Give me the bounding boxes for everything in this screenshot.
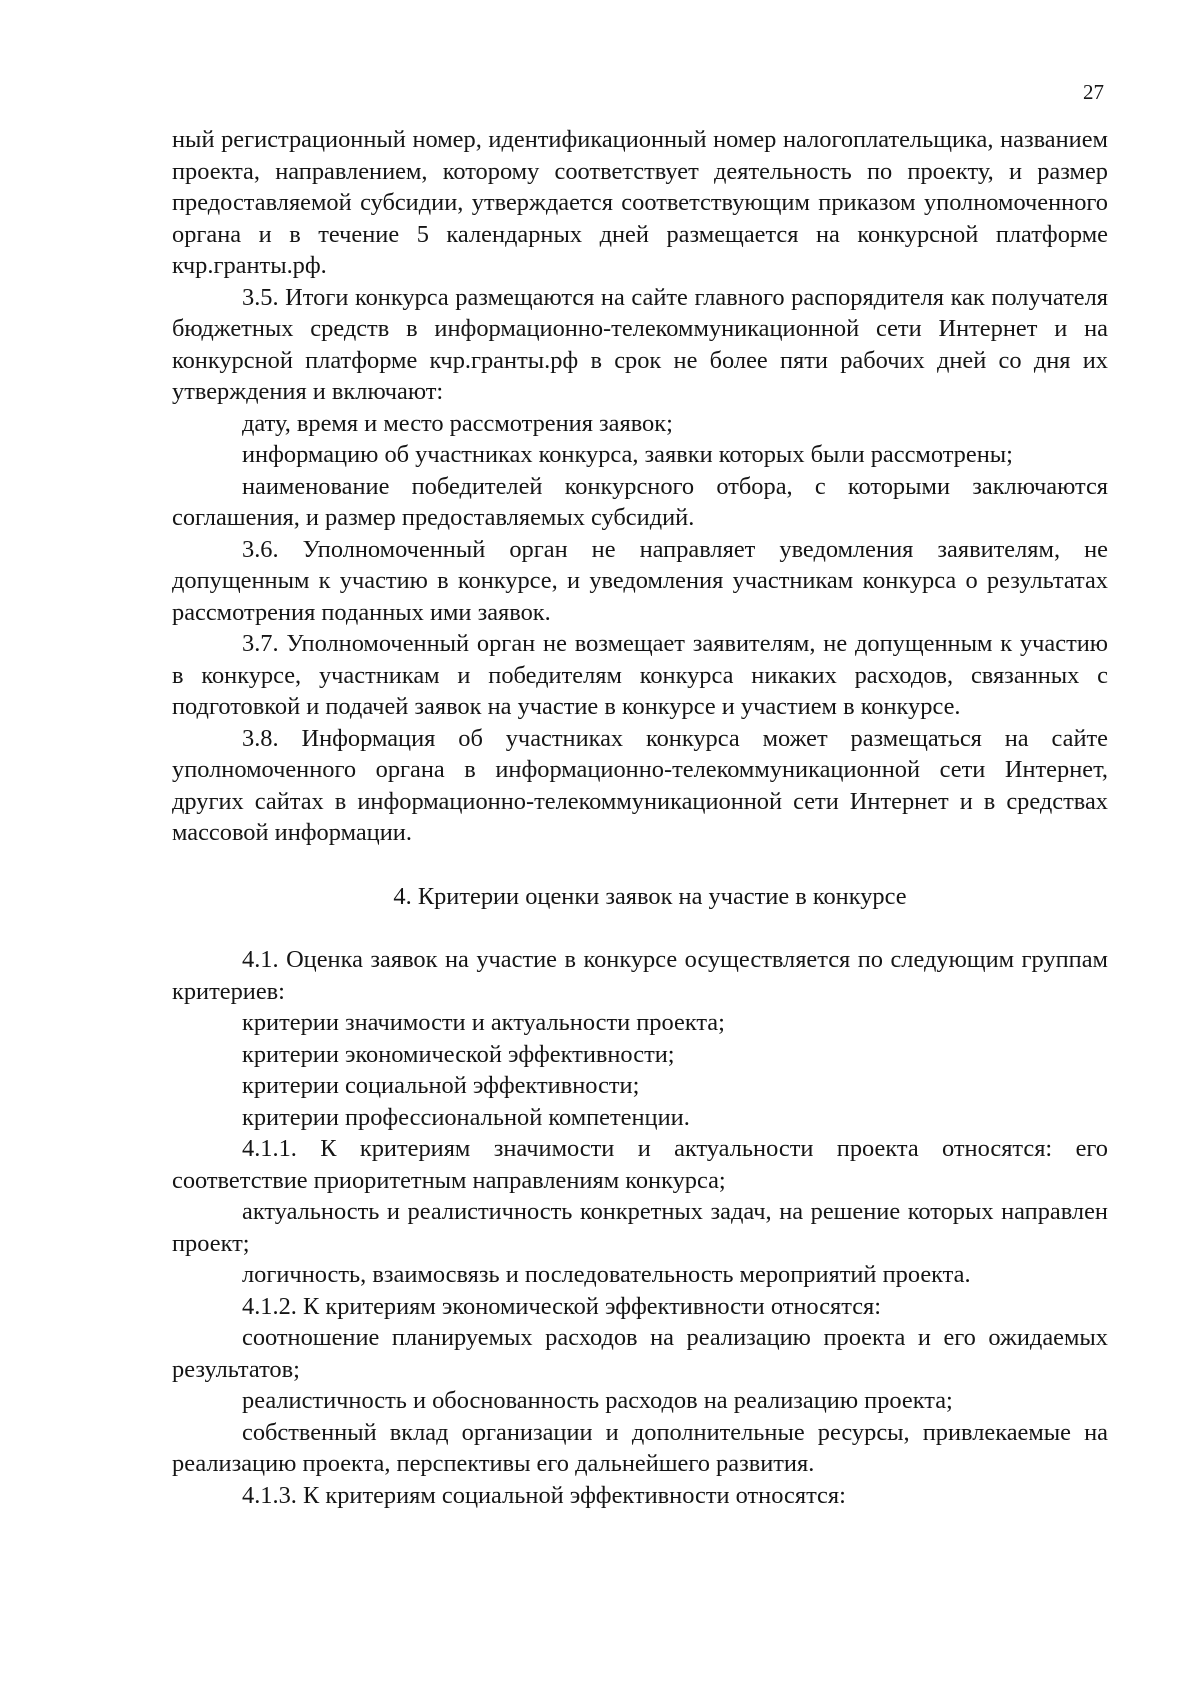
paragraph: собственный вклад организации и дополнительные ресурсы, привлекаемые на реализацию проекта, перспективы его дальнейшего развития.	[172, 1418, 1108, 1477]
paragraph: наименование победителей конкурсного отбора, с которыми заключаются соглашения, и размер предоставляемых субсидий.	[172, 472, 1108, 531]
section-4-body	[172, 944, 1108, 1511]
document-body	[172, 124, 1108, 1511]
paragraph: 4.1. Оценка заявок на участие в конкурсе осуществляется по следующим группам критериев:	[172, 946, 1108, 1005]
paragraph: критерии социальной эффективности;	[242, 1072, 640, 1099]
section-heading: 4. Критерии оценки заявок на участие в конкурсе	[393, 882, 907, 910]
paragraph: реалистичность и обоснованность расходов на реализацию проекта;	[242, 1387, 953, 1414]
paragraph: дату, время и место рассмотрения заявок;	[242, 409, 673, 437]
paragraph: 3.5. Итоги конкурса размещаются на сайте главного распорядителя как получателя бюджетных средств в информационно-телекоммуникационной сети Интернет и на конкурсной платформе кчр.гранты.рф в срок не более пяти рабочих дней со дня их утверждения и включают:	[172, 283, 1108, 405]
paragraph: ный регистрационный номер, идентификационный номер налогоплательщика, названием проекта, направлением, которому соответствует деятельность по проекту, и размер предоставляемой субсидии, утверждается соответствующим приказом уполномоченного органа и в течение 5 календарных дней размещается на конкурсной платформе кчр.гранты.рф.	[172, 126, 1108, 279]
paragraph: актуальность и реалистичность конкретных задач, на решение которых направлен проект;	[172, 1198, 1108, 1257]
section-3-continuation	[172, 124, 1108, 849]
paragraph: критерии профессиональной компетенции.	[242, 1103, 690, 1131]
paragraph: критерии значимости и актуальности проекта;	[242, 1009, 725, 1036]
paragraph: 4.1.2. К критериям экономической эффективности относятся:	[242, 1292, 882, 1320]
paragraph: 3.6. Уполномоченный орган не направляет уведомления заявителям, не допущенным к участию в конкурсе, и уведомления участникам конкурса о результатах рассмотрения поданных ими заявок.	[172, 535, 1108, 626]
paragraph: критерии экономической эффективности;	[242, 1040, 675, 1068]
paragraph: информацию об участниках конкурса, заявки которых были рассмотрены;	[242, 441, 1013, 468]
page-number: 27	[1083, 80, 1104, 104]
paragraph: 3.7. Уполномоченный орган не возмещает заявителям, не допущенным к участию в конкурсе, участникам и победителям конкурса никаких расходов, связанных с подготовкой и подачей заявок на участие в конкурсе и участием в конкурсе.	[172, 630, 1108, 720]
paragraph: 4.1.3. К критериям социальной эффективности относятся:	[242, 1481, 846, 1509]
paragraph: 3.8. Информация об участниках конкурса может размещаться на сайте уполномоченного органа в информационно-телекоммуникационной сети Интернет, других сайтах в информационно-телекоммуникационной сети Интернет и в средствах массовой информации.	[172, 724, 1108, 846]
paragraph: 4.1.1. К критериям значимости и актуальности проекта относятся: его соответствие приоритетным направлениям конкурса;	[172, 1135, 1108, 1194]
paragraph: логичность, взаимосвязь и последовательность мероприятий проекта.	[242, 1261, 971, 1288]
paragraph: соотношение планируемых расходов на реализацию проекта и его ожидаемых результатов;	[172, 1324, 1108, 1383]
